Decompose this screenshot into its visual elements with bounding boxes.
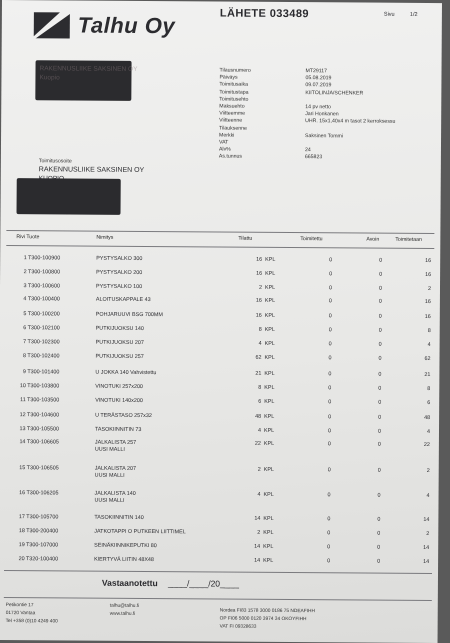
footer-line: Nordea FI83 1578 3000 0186 75 NDEAFIHH: [219, 608, 315, 615]
table-row: [0, 465, 439, 479]
row-product-code: 12 T300-104600: [19, 412, 60, 419]
row-product-code: 19 T300-107000: [18, 542, 59, 549]
meta-label: VAT: [218, 139, 229, 146]
row-delivered-qty: 0: [327, 492, 331, 499]
row-product-code: 16 T300-106205: [19, 490, 59, 497]
row-unit: KPL: [263, 491, 274, 498]
row-delivered-qty: 0: [327, 467, 331, 474]
row-product-code: 14 T300-106605: [19, 439, 59, 446]
meta-value: 665823: [304, 154, 323, 161]
row-open-qty: 0: [377, 530, 381, 537]
row-open-qty: 0: [377, 516, 381, 523]
row-open-qty: 0: [378, 341, 382, 348]
company-logo-text: Talhu Oy: [77, 12, 176, 39]
meta-label: Alv%: [218, 146, 231, 153]
table-row: [0, 412, 439, 421]
meta-label: Toimitusaika: [219, 81, 248, 89]
page-label: Sivu: [383, 11, 395, 18]
table-row: [0, 426, 439, 435]
meta-label: Päiväys: [219, 74, 238, 81]
row-unit: KPL: [264, 312, 276, 319]
row-product-code: 20 T320-100400: [18, 556, 59, 563]
table-row: [0, 528, 438, 537]
row-delivered-qty: 0: [329, 271, 333, 278]
row-unit: KPL: [263, 557, 274, 564]
row-unit: KPL: [263, 427, 275, 434]
row-to-deliver-qty: 22: [423, 441, 430, 448]
row-delivered-qty: 0: [328, 298, 332, 305]
row-open-qty: 0: [377, 441, 381, 448]
row-description-extra: UUSI MALLI: [94, 446, 125, 453]
row-open-qty: 0: [378, 371, 382, 378]
row-unit: KPL: [264, 398, 275, 405]
row-unit: KPL: [264, 340, 275, 347]
row-description: VINOTUKI 257x200: [95, 383, 143, 390]
footer-rule: [4, 597, 432, 601]
footer-line: talhu@talhu.fi: [109, 603, 140, 609]
meta-label: Merkki: [219, 132, 235, 139]
row-unit: KPL: [264, 370, 275, 377]
row-unit: KPL: [264, 284, 276, 291]
row-ordered-qty: 21: [255, 370, 262, 377]
row-product-code: 2 T300-100800: [23, 269, 61, 276]
table-row: [0, 439, 439, 453]
row-open-qty: 0: [378, 414, 382, 421]
row-unit: KPL: [265, 270, 276, 277]
received-label: Vastaanotettu: [101, 577, 158, 589]
meta-value: 24: [304, 147, 311, 154]
table-row: [0, 283, 440, 293]
row-open-qty: 0: [378, 399, 382, 406]
row-open-qty: 0: [377, 492, 381, 499]
row-ordered-qty: 62: [255, 354, 262, 361]
footer-line: OP FI06 5000 0120 3974 34 OKOYFIHH: [219, 616, 307, 623]
row-open-qty: 0: [377, 428, 382, 435]
table-row: [0, 269, 440, 279]
col-header-nimitys: Nimitys: [96, 234, 114, 241]
row-unit: KPL: [263, 466, 274, 473]
address-block: [39, 64, 137, 83]
col-header-rivi: Rivi Tuote: [16, 234, 40, 241]
row-ordered-qty: 2: [257, 466, 261, 473]
row-ordered-qty: 2: [258, 284, 263, 291]
row-to-deliver-qty: 2: [427, 285, 432, 293]
row-unit: KPL: [263, 515, 274, 522]
row-product-code: 4 T300-100400: [23, 296, 60, 303]
row-ordered-qty: 8: [258, 384, 262, 391]
row-to-deliver-qty: 14: [423, 558, 430, 565]
row-open-qty: 0: [378, 385, 382, 392]
meta-label: Tilauksenne: [219, 125, 247, 132]
row-to-deliver-qty: 4: [426, 428, 431, 435]
row-product-code: 11 T300-103500: [20, 397, 60, 404]
row-open-qty: 0: [378, 298, 382, 305]
row-description-extra: UUSI MALLI: [94, 497, 125, 504]
table-row: [0, 383, 439, 392]
row-unit: KPL: [264, 384, 275, 391]
row-delivered-qty: 0: [329, 257, 333, 264]
row-open-qty: 0: [379, 257, 383, 264]
row-to-deliver-qty: 4: [426, 492, 430, 499]
row-delivered-qty: 0: [328, 414, 332, 421]
row-description: JATKOTAPPI O PUTKEEN LIITTIMEL: [94, 528, 186, 536]
table-row: [0, 353, 440, 363]
row-description: JALKALISTA 257: [94, 439, 137, 446]
row-product-code: 7 T300-102300: [23, 339, 60, 346]
table-header-rule: [6, 245, 434, 249]
footer-address: [6, 602, 58, 626]
row-ordered-qty: 2: [257, 529, 261, 536]
row-to-deliver-qty: 48: [424, 414, 431, 421]
row-unit: KPL: [264, 297, 276, 304]
row-delivered-qty: 0: [327, 428, 332, 435]
received-date-blank: ____/____/20____: [168, 578, 239, 589]
row-delivered-qty: 0: [327, 558, 331, 565]
address-line-1: RAKENNUSLIIKE SAKSINEN OY: [39, 65, 138, 73]
footer-contact: [110, 603, 140, 619]
row-ordered-qty: 16: [255, 312, 262, 319]
recipient-label: Toimitusosoite: [38, 158, 72, 165]
row-product-code: 5 T300-100200: [23, 311, 60, 318]
row-unit: KPL: [263, 543, 274, 550]
row-delivered-qty: 0: [328, 285, 333, 292]
row-delivered-qty: 0: [328, 399, 332, 406]
row-unit: KPL: [265, 256, 276, 263]
row-delivered-qty: 0: [328, 313, 332, 320]
row-product-code: 6 T300-102100: [23, 325, 60, 332]
received-signature-line: [102, 578, 239, 589]
row-open-qty: 0: [378, 355, 382, 362]
row-to-deliver-qty: 14: [423, 516, 430, 523]
row-ordered-qty: 22: [254, 440, 261, 447]
row-description: ALOITUSKAPPALE 43: [95, 296, 151, 304]
table-row: [0, 556, 438, 565]
row-ordered-qty: 16: [255, 297, 262, 304]
row-description-extra: UUSI MALLI: [94, 472, 125, 479]
row-delivered-qty: 0: [328, 341, 332, 348]
row-product-code: 1 T300-100900: [23, 255, 61, 262]
meta-label: Tilausnumero: [219, 67, 251, 74]
meta-value: 05.08.2019: [305, 75, 332, 82]
row-ordered-qty: 4: [257, 427, 262, 434]
footer-bank: [220, 608, 315, 633]
row-description: PUTKIJUOKSU 140: [95, 325, 144, 332]
row-to-deliver-qty: 2: [426, 530, 430, 537]
row-description: PUTKIJUOKSU 257: [95, 353, 144, 360]
row-unit: KPL: [264, 326, 275, 333]
row-ordered-qty: 14: [254, 557, 261, 564]
table-row: [0, 255, 440, 265]
row-product-code: 18 T300-200400: [18, 528, 59, 535]
footer-line: www.talhu.fi: [109, 611, 136, 617]
meta-value: KIITOLINJA/SCHENKER: [305, 89, 364, 97]
row-product-code: 9 T300-101400: [22, 369, 60, 376]
meta-label: Maksuehto: [219, 103, 245, 110]
row-unit: KPL: [264, 354, 275, 361]
table-row: [0, 325, 440, 335]
table-row: [0, 514, 438, 523]
meta-label: Toimitustapa: [219, 89, 249, 96]
redacted-block-bottom: [17, 178, 121, 215]
row-to-deliver-qty: 8: [427, 327, 431, 335]
footer-line: 01720 Vantaa: [5, 611, 36, 617]
row-description: POHJARUUVI BSG 700MM: [95, 311, 163, 319]
table-row: [0, 296, 440, 306]
row-ordered-qty: 4: [257, 491, 261, 498]
meta-label: Toimitusehto: [219, 96, 249, 103]
meta-value: Saksinen Tommi: [305, 132, 344, 140]
page-number: 1/2: [409, 11, 418, 18]
table-row: [0, 311, 440, 321]
row-unit: KPL: [263, 529, 274, 536]
meta-label: Viitteemme: [219, 110, 246, 117]
row-description: TASOKIINNITIN 73: [94, 426, 142, 433]
table-row: [0, 542, 438, 551]
table-top-rule: [6, 230, 434, 234]
row-ordered-qty: 16: [256, 256, 263, 263]
row-product-code: 8 T300-102400: [23, 353, 60, 360]
row-ordered-qty: 16: [256, 270, 263, 277]
recipient-name: RAKENNUSLIIKE SAKSINEN OY: [38, 166, 145, 174]
row-description: TASOKIINNITIN 140: [94, 514, 144, 522]
row-to-deliver-qty: 4: [427, 341, 431, 349]
footer-line: VAT FI 09328633: [219, 624, 257, 630]
row-ordered-qty: 8: [258, 326, 262, 333]
row-to-deliver-qty: 16: [424, 298, 431, 306]
col-header-avoin: Avoin: [366, 236, 380, 243]
address-line-2: Kuopio: [39, 74, 60, 82]
row-description: U TERÄSTASO 257x32: [95, 412, 152, 420]
meta-value: 09.07.2019: [305, 82, 332, 89]
row-description: U JOKKA 140 Vahvistettu: [95, 369, 157, 377]
row-open-qty: 0: [378, 285, 383, 292]
row-open-qty: 0: [377, 544, 381, 551]
row-to-deliver-qty: 6: [427, 399, 431, 406]
row-product-code: 10 T300-103800: [19, 383, 60, 390]
row-description: JALKALISTA 140: [94, 490, 136, 497]
meta-label: Viitteenne: [219, 117, 243, 125]
row-to-deliver-qty: 16: [425, 271, 432, 279]
row-description: VINOTUKI 140x200: [95, 397, 143, 404]
row-delivered-qty: 0: [328, 385, 332, 392]
meta-value: 14 pv netto: [305, 104, 331, 111]
col-header-tilattu: Tilattu: [238, 235, 253, 242]
row-to-deliver-qty: 62: [424, 355, 431, 363]
row-ordered-qty: 4: [258, 340, 262, 347]
row-to-deliver-qty: 16: [424, 313, 431, 321]
row-delivered-qty: 0: [327, 544, 331, 551]
row-to-deliver-qty: 2: [426, 467, 430, 474]
meta-label: As.tunnus: [218, 153, 243, 161]
row-product-code: 15 T300-106505: [19, 465, 59, 472]
row-to-deliver-qty: 14: [423, 544, 430, 551]
row-description: PYSTYSALKO 300: [96, 255, 143, 262]
row-open-qty: 0: [377, 467, 381, 474]
col-header-toimitetaan: Toimitetaan: [395, 236, 422, 243]
table-row: [0, 369, 439, 378]
row-product-code: 3 T300-100600: [23, 283, 61, 290]
table-bottom-rule: [4, 570, 432, 574]
row-unit: KPL: [263, 440, 275, 447]
footer-line: Tel +358 (0)10 4249 400: [5, 619, 58, 625]
row-delivered-qty: 0: [328, 355, 332, 362]
row-description: PYSTYSALKO 100: [95, 283, 143, 290]
row-open-qty: 0: [378, 313, 382, 320]
row-description: PYSTYSALKO 200: [96, 269, 143, 276]
table-row: [0, 490, 439, 504]
talhu-logo-icon: [30, 8, 74, 42]
document-title: LÄHETE 033489: [219, 7, 309, 21]
row-delivered-qty: 0: [327, 516, 331, 523]
row-ordered-qty: 6: [258, 398, 262, 405]
row-unit: KPL: [264, 413, 275, 420]
row-description: KIERTYVÄ LIITIN 48X48: [94, 556, 154, 564]
row-product-code: 13 T300-105500: [19, 426, 60, 433]
row-product-code: 17 T300-105700: [18, 514, 59, 521]
row-description: JALKALISTA 207: [94, 465, 137, 472]
meta-value: Jari Honkanen: [305, 111, 339, 118]
row-delivered-qty: 0: [327, 530, 331, 537]
row-description: SEINÄKIINNIKEPUTKI 80: [94, 542, 157, 550]
row-delivered-qty: 0: [328, 327, 332, 334]
meta-value: MT29117: [305, 68, 328, 75]
row-to-deliver-qty: 16: [425, 257, 432, 265]
row-open-qty: 0: [378, 327, 382, 334]
row-ordered-qty: 14: [254, 543, 261, 550]
row-to-deliver-qty: 8: [427, 385, 431, 392]
col-header-toimitettu: Toimitettu: [300, 236, 323, 243]
row-delivered-qty: 0: [327, 441, 331, 448]
row-ordered-qty: 48: [255, 413, 262, 420]
row-ordered-qty: 14: [254, 515, 261, 522]
footer-line: Petikontie 17: [5, 603, 34, 609]
row-open-qty: 0: [379, 271, 383, 278]
table-row: [0, 397, 439, 406]
row-open-qty: 0: [377, 558, 381, 565]
table-row: [0, 339, 440, 349]
row-delivered-qty: 0: [328, 371, 332, 378]
row-description: PUTKIJUOKSU 207: [95, 339, 144, 346]
meta-value: UHR. 15x1,40x4 m tasot 2 kerroksessu: [305, 118, 396, 126]
row-to-deliver-qty: 21: [424, 371, 431, 378]
